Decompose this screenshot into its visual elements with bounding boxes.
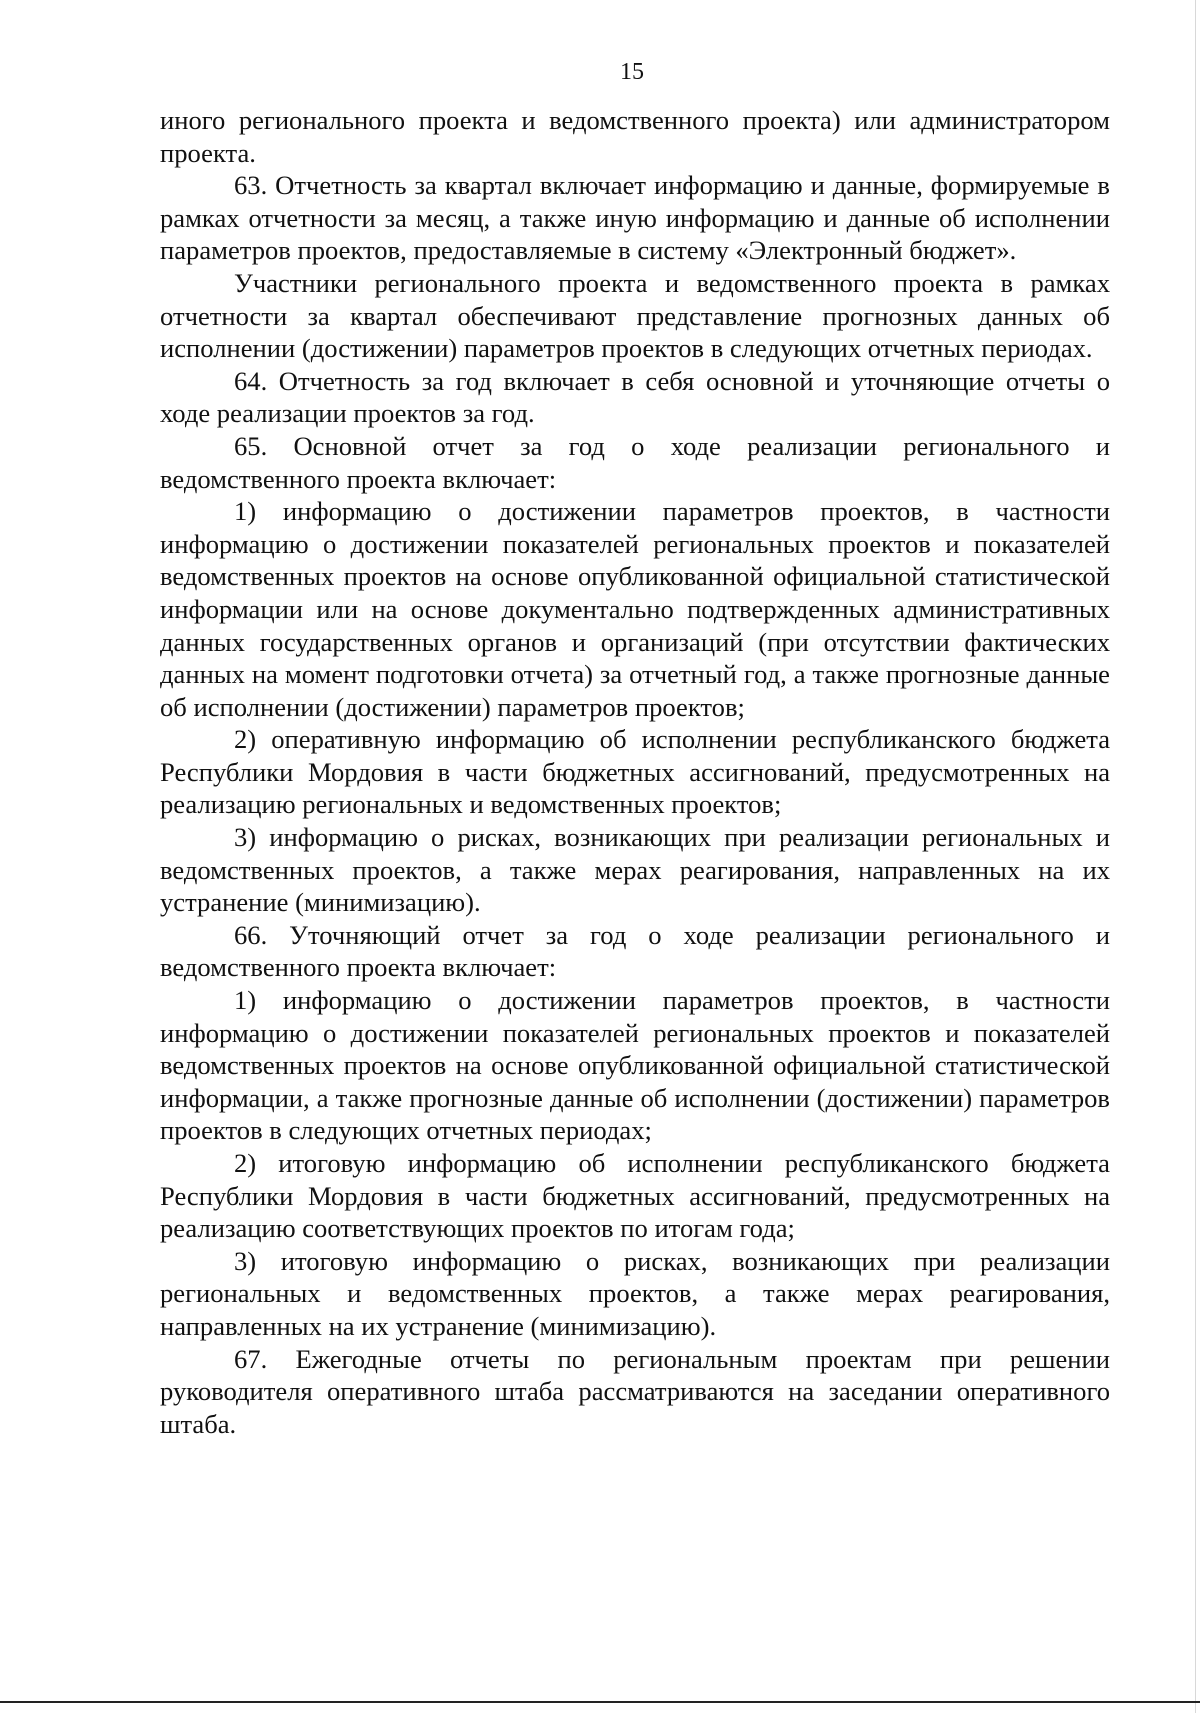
paragraph-64: 64. Отчетность за год включает в себя основной и уточняющие отчеты о ходе реализации проектов за год. [160,365,1110,429]
document-body [160,104,1110,1440]
scan-edge-bottom [0,1701,1200,1703]
paragraph-66-item-1: 1) информацию о достижении параметров проектов, в частности информацию о достижении показателей региональных проектов и показателей ведомственных проектов на основе опубликованной официальной статистической информации, а также прогнозные данные об исполнении (достижении) параметров проектов в следующих отчетных периодах; [160,985,1110,1146]
paragraph-continuation: иного регионального проекта и ведомственного проекта) или администратором проекта. [160,105,1110,168]
page-number: 15 [620,59,644,85]
paragraph-66-item-3: 3) итоговую информацию о рисках, возникающих при реализации региональных и ведомственных проектов, а также мерах реагирования, направленных на их устранение (минимизацию). [160,1245,1110,1341]
paragraph-65: 65. Основной отчет за год о ходе реализации регионального и ведомственного проекта включает: [160,430,1110,494]
paragraph-65-item-2: 2) оперативную информацию об исполнении республиканского бюджета Республики Мордовия в части бюджетных ассигнований, предусмотренных на реализацию региональных и ведомственных проектов; [160,724,1110,820]
paragraph-63: 63. Отчетность за квартал включает информацию и данные, формируемые в рамках отчетности за месяц, а также иную информацию и данные об исполнении параметров проектов, предоставляемые в систему «Электронный бюджет». [160,170,1110,266]
paragraph-65-item-1: 1) информацию о достижении параметров проектов, в частности информацию о достижении показателей региональных проектов и показателей ведомственных проектов на основе опубликованной официальной статистической информации или на основе документально подтвержденных административных данных государственных органов и организаций (при отсутствии фактических данных на момент подготовки отчета) за отчетный год, а также прогнозные данные об исполнении (достижении) параметров проектов; [160,496,1110,722]
paragraph-66-item-2: 2) итоговую информацию об исполнении республиканского бюджета Республики Мордовия в части бюджетных ассигнований, предусмотренных на реализацию соответствующих проектов по итогам года; [160,1148,1110,1244]
scan-edge-right [1195,0,1196,1713]
paragraph-63-participants: Участники регионального проекта и ведомственного проекта в рамках отчетности за квартал обеспечивают представление прогнозных данных об исполнении (достижении) параметров проектов в следующих отчетных периодах. [160,267,1110,364]
paragraph-67: 67. Ежегодные отчеты по региональным проектам при решении руководителя оперативного штаба рассматриваются на заседании оперативного штаба. [160,1343,1110,1439]
paragraph-66: 66. Уточняющий отчет за год о ходе реализации регионального и ведомственного проекта включает: [160,919,1110,983]
paragraph-65-item-3: 3) информацию о рисках, возникающих при реализации региональных и ведомственных проектов, а также мерах реагирования, направленных на их устранение (минимизацию). [160,822,1110,918]
